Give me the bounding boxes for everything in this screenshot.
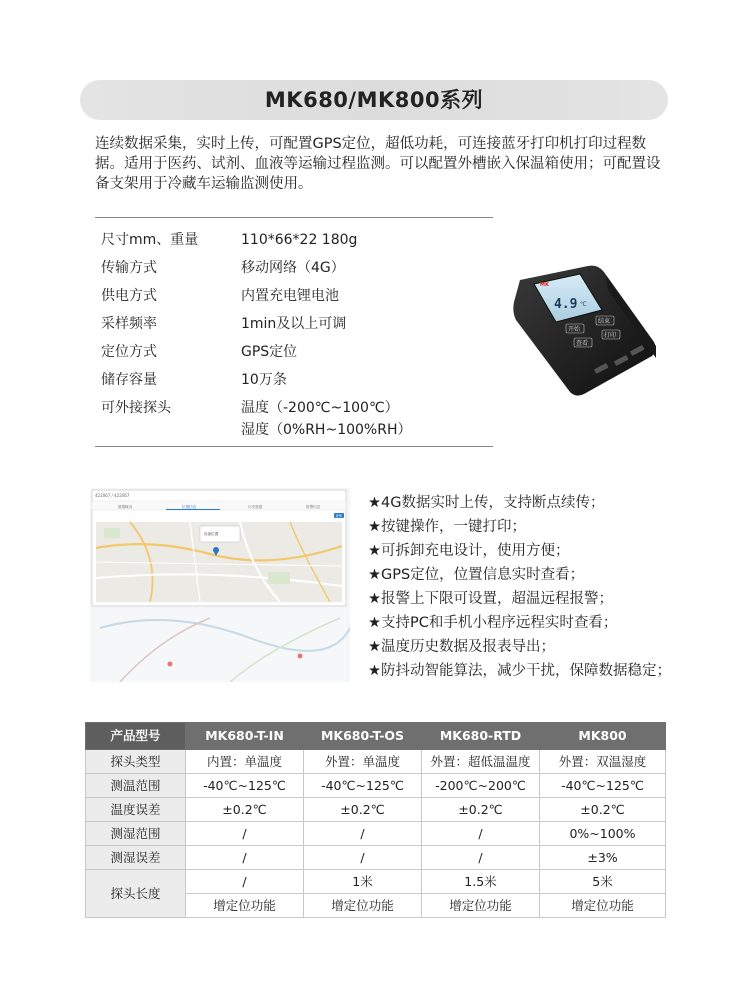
table-cell: 0%~100% — [540, 822, 666, 846]
table-cell: 外置：双温湿度 — [540, 750, 666, 774]
table-cell: ±0.2℃ — [540, 798, 666, 822]
spec-value: 内置充电锂电池 — [241, 288, 339, 304]
spec-value: GPS定位 — [241, 344, 298, 360]
device-reading: 4.9 — [554, 297, 578, 312]
table-header: MK800 — [540, 723, 666, 750]
spec-value: 110*66*22 180g — [241, 232, 358, 248]
table-cell: 增定位功能 — [540, 894, 666, 918]
table-cell: 1.5米 — [422, 870, 540, 894]
feature-item: ★按键操作，一键打印； — [368, 519, 526, 535]
table-cell: -40℃~125℃ — [186, 774, 304, 798]
table-row-label: 测温范围 — [86, 774, 186, 798]
table-cell: 外置：单温度 — [304, 750, 422, 774]
map-tab: 报警信息 — [306, 505, 321, 509]
spec-value: 湿度（0%RH~100%RH） — [241, 422, 412, 438]
map-search-button: 查询 — [335, 514, 342, 518]
spec-list — [95, 217, 493, 447]
feature-item: ★可拆卸充电设计，使用方便； — [368, 543, 570, 559]
spec-key: 供电方式 — [101, 288, 157, 304]
device-btn-start: 开始 — [568, 326, 581, 333]
table-cell: -200℃~200℃ — [422, 774, 540, 798]
table-header: 产品型号 — [86, 723, 186, 750]
table-row — [86, 798, 666, 822]
table-cell: ±0.2℃ — [304, 798, 422, 822]
device-btn-print: 打印 — [604, 332, 617, 339]
table-cell: / — [186, 870, 304, 894]
map-screenshot — [90, 488, 350, 682]
device-brand: MK — [540, 282, 549, 288]
table-cell: 内置：单温度 — [186, 750, 304, 774]
table-cell: 1米 — [304, 870, 422, 894]
spec-value: 移动网络（4G） — [241, 260, 345, 276]
device-btn-stop: 结束 — [598, 318, 611, 325]
product-comparison-table — [85, 722, 666, 918]
map-header: 422067 / 422067 — [95, 493, 130, 498]
device-unit: ℃ — [580, 301, 587, 308]
table-cell: -40℃~125℃ — [540, 774, 666, 798]
spec-key: 定位方式 — [101, 344, 157, 360]
device-image — [510, 262, 658, 398]
table-cell: / — [422, 822, 540, 846]
spec-key: 尺寸mm、重量 — [101, 232, 199, 248]
spec-key: 储存容量 — [101, 372, 157, 388]
table-cell: 增定位功能 — [186, 894, 304, 918]
spec-key: 传输方式 — [101, 260, 157, 276]
table-row-label: 探头长度 — [86, 870, 186, 918]
table-cell: ±0.2℃ — [422, 798, 540, 822]
table-cell: 增定位功能 — [304, 894, 422, 918]
spec-key: 可外接探头 — [101, 400, 171, 416]
spec-value: 1min及以上可调 — [241, 316, 347, 332]
feature-item: ★GPS定位，位置信息实时查看； — [368, 567, 585, 583]
feature-item: ★报警上下限可设置，超温远程报警； — [368, 591, 613, 607]
table-row — [86, 846, 666, 870]
table-row-label: 测湿误差 — [86, 846, 186, 870]
table-row-label: 测湿范围 — [86, 822, 186, 846]
table-cell: 外置：超低温温度 — [422, 750, 540, 774]
table-cell: / — [186, 822, 304, 846]
table-cell: / — [304, 846, 422, 870]
table-header-row — [86, 723, 666, 750]
map-popup: 设备位置 — [204, 532, 219, 536]
map-tab: 历史数据 — [248, 505, 263, 509]
feature-item: ★4G数据实时上传，支持断点续传； — [368, 495, 605, 511]
table-cell: ±3% — [540, 846, 666, 870]
table-row — [86, 750, 666, 774]
map-tab: 数据概况 — [118, 505, 133, 509]
device-btn-view: 查看 — [576, 340, 589, 347]
table-header: MK680-RTD — [422, 723, 540, 750]
page-title: MK680/MK800系列 — [264, 88, 484, 112]
feature-item: ★温度历史数据及报表导出； — [368, 639, 555, 655]
table-row — [86, 774, 666, 798]
feature-item: ★支持PC和手机小程序远程实时查看； — [368, 615, 618, 631]
table-cell: 增定位功能 — [422, 894, 540, 918]
table-row-label: 探头类型 — [86, 750, 186, 774]
table-cell: / — [422, 846, 540, 870]
spec-value: 10万条 — [241, 372, 287, 388]
table-cell: / — [304, 822, 422, 846]
spec-key: 采样频率 — [101, 316, 157, 332]
table-cell: ±0.2℃ — [186, 798, 304, 822]
table-header: MK680-T-OS — [304, 723, 422, 750]
feature-item: ★防抖动智能算法，减少干扰，保障数据稳定； — [368, 663, 671, 679]
table-row-label: 温度误差 — [86, 798, 186, 822]
spec-value: 温度（-200℃~100℃） — [241, 400, 399, 416]
table-cell: / — [186, 846, 304, 870]
table-row — [86, 870, 666, 894]
table-cell: 5米 — [540, 870, 666, 894]
map-tab: 位置信息 — [182, 505, 197, 509]
table-header: MK680-T-IN — [186, 723, 304, 750]
table-cell: -40℃~125℃ — [304, 774, 422, 798]
intro-paragraph: 连续数据采集，实时上传，可配置GPS定位，超低功耗，可连接蓝牙打印机打印过程数据。适用于医药、试剂、血液等运输过程监测。可以配置外槽嵌入保温箱使用；可配置设备支架用于冷藏车运输监测使用。 — [95, 136, 661, 192]
table-row — [86, 822, 666, 846]
